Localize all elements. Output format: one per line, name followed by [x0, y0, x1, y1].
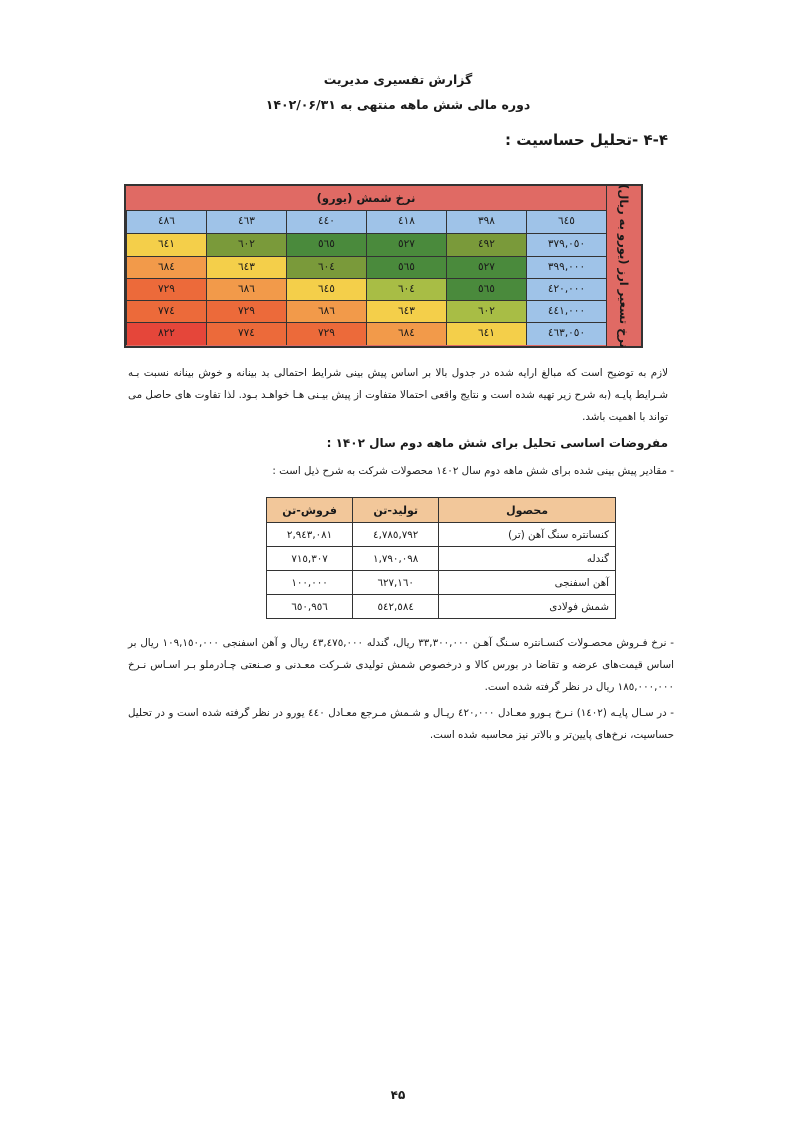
sensitivity-value-cell: ٥٦٥: [286, 233, 366, 255]
sensitivity-value-cell: ٦٠٢: [206, 233, 286, 255]
sensitivity-value-cell: ٦٤١: [446, 322, 526, 344]
page-number: ۴۵: [390, 1088, 406, 1102]
sensitivity-value-cell: ٦٤٣: [206, 256, 286, 278]
sensitivity-value-cell: ٦٨٦: [286, 300, 366, 322]
sensitivity-value-cell: ٧٢٩: [126, 278, 206, 300]
products-header-row: [267, 498, 616, 523]
sensitivity-row: [126, 300, 606, 322]
sensitivity-column-header: ٣٩٨: [446, 211, 526, 233]
assumptions-heading: مفروضات اساسی تحلیل برای شش ماهه دوم سال ۱۴۰۲ :: [326, 436, 668, 450]
sensitivity-rate-cell: ٤٦٣,٠٥٠: [526, 322, 606, 344]
sensitivity-value-cell: ٧٧٤: [126, 300, 206, 322]
table-row: [267, 571, 616, 595]
report-subtitle: دوره مالی شش ماهه منتهی به ۱۴۰۲/۰۶/۳۱: [265, 97, 531, 112]
sensitivity-row: [126, 256, 606, 278]
sensitivity-rate-cell: ٤٤١,٠٠٠: [526, 300, 606, 322]
sensitivity-column-header: ٦٤٥: [526, 211, 606, 233]
sensitivity-value-cell: ٦٤٣: [366, 300, 446, 322]
sensitivity-grid: [126, 211, 606, 345]
product-name: کنسانتره سنگ آهن (تر): [439, 523, 616, 547]
sensitivity-value-cell: ٥٢٧: [446, 256, 526, 278]
sensitivity-rate-cell: ٣٩٩,٠٠٠: [526, 256, 606, 278]
sensitivity-column-header: ٤٦٣: [206, 211, 286, 233]
product-production: ٥٤٢,٥٨٤: [353, 595, 439, 619]
sensitivity-column-header: ٤٤٠: [286, 211, 366, 233]
sensitivity-column-header: ٤٨٦: [126, 211, 206, 233]
sensitivity-rate-cell: ٤٢٠,٠٠٠: [526, 278, 606, 300]
sensitivity-value-cell: ٥٦٥: [446, 278, 526, 300]
sensitivity-value-cell: ٨٢٢: [126, 322, 206, 344]
sensitivity-value-cell: ٤٩٢: [446, 233, 526, 255]
product-name: شمش فولادی: [439, 595, 616, 619]
sensitivity-x-label: نرخ شمش (یورو): [126, 186, 606, 211]
sensitivity-value-cell: ٦٠٤: [366, 278, 446, 300]
product-name: آهن اسفنجی: [439, 571, 616, 595]
table-row: [267, 595, 616, 619]
assumption-bullet-prices: - نرخ فـروش محصـولات کنسـانتره سـنگ آهـن ٣٣,٣٠٠,٠٠٠ ریال، گندله ٤٣,٤٧٥,٠٠٠ ریال و آهن اسفنجی ١٠٩,١٥٠,٠٠٠ ریال بر اساس قیمت‌های عرضه و تقاضا در بورس کالا و درخصوص شمش تولیدی شـرکت معـدنی و صـنعتی چـادرملو بـر اسـاس نـرخ ١٨٥,٠٠٠,٠٠٠ ریال در نظر گرفته شده است.: [128, 637, 674, 693]
product-production: ٦٢٧,١٦٠: [353, 571, 439, 595]
report-title: گزارش تفسیری مدیریت: [323, 72, 473, 87]
product-sales: ١٠٠,٠٠٠: [267, 571, 353, 595]
table-row: [267, 547, 616, 571]
sensitivity-value-cell: ٦٨٦: [206, 278, 286, 300]
sensitivity-value-cell: ٥٢٧: [366, 233, 446, 255]
sensitivity-value-cell: ٦٤١: [126, 233, 206, 255]
products-header-production: تولید-تن: [353, 498, 439, 523]
sensitivity-value-cell: ٦٠٢: [446, 300, 526, 322]
sensitivity-y-label: نرخ تسعیر ارز (یورو به ریال): [617, 184, 631, 348]
section-title: ۴-۴ -تحلیل حساسیت :: [505, 131, 668, 149]
assumption-bullet-base-year: - در سـال پایـه (١٤٠٢) نـرخ یـورو معـادل ٤٢٠,٠٠٠ ریـال و شـمش مـرجع معـادل ٤٤٠ یورو در نظر گرفته شده است و در تحلیل حساسیت، نرخ‌های پایین‌تر و بالاتر نیز محاسبه شده است.: [128, 707, 674, 741]
sensitivity-column-header: ٤١٨: [366, 211, 446, 233]
product-production: ١,٧٩٠,٠٩٨: [353, 547, 439, 571]
sensitivity-row: [126, 322, 606, 344]
sensitivity-value-cell: ٥٦٥: [366, 256, 446, 278]
sensitivity-value-cell: ٧٢٩: [286, 322, 366, 344]
assumption-bullet-forecast: - مقادیر پیش بینی شده برای شش ماهه دوم سال ١٤٠٢ محصولات شرکت به شرح ذیل است :: [272, 465, 674, 477]
sensitivity-row: [126, 233, 606, 255]
sensitivity-header-row: [126, 211, 606, 233]
sensitivity-rate-cell: ٣٧٩,٠٥٠: [526, 233, 606, 255]
sensitivity-row: [126, 278, 606, 300]
sensitivity-y-label-box: [606, 186, 641, 346]
sensitivity-value-cell: ٦٨٤: [126, 256, 206, 278]
products-table: [266, 497, 616, 619]
sensitivity-value-cell: ٦٨٤: [366, 322, 446, 344]
product-name: گندله: [439, 547, 616, 571]
sensitivity-value-cell: ٧٧٤: [206, 322, 286, 344]
sensitivity-value-cell: ٦٠٤: [286, 256, 366, 278]
product-sales: ٢,٩٤٣,٠٨١: [267, 523, 353, 547]
products-header-sales: فروش-تن: [267, 498, 353, 523]
product-sales: ٧١٥,٣٠٧: [267, 547, 353, 571]
sensitivity-table: [124, 184, 643, 348]
explanation-paragraph: لازم به توضیح است که مبالغ ارایه شده در جدول بالا بر اساس پیش بینی شرایط احتمالی بد بینانه و خوش بینانه نسبت بـه شـرایط پایـه (به شرح زیر تهیه شده است و نتایج واقعی احتمالا متفاوت از پیش بیـنی هـا خواهـد بـود. لذا تفاوت های حاصل می تواند با اهمیت باشد.: [128, 367, 668, 423]
sensitivity-value-cell: ٦٤٥: [286, 278, 366, 300]
product-production: ٤,٧٨٥,٧٩٢: [353, 523, 439, 547]
product-sales: ٦٥٠,٩٥٦: [267, 595, 353, 619]
table-row: [267, 523, 616, 547]
products-header-product: محصول: [439, 498, 616, 523]
sensitivity-value-cell: ٧٢٩: [206, 300, 286, 322]
